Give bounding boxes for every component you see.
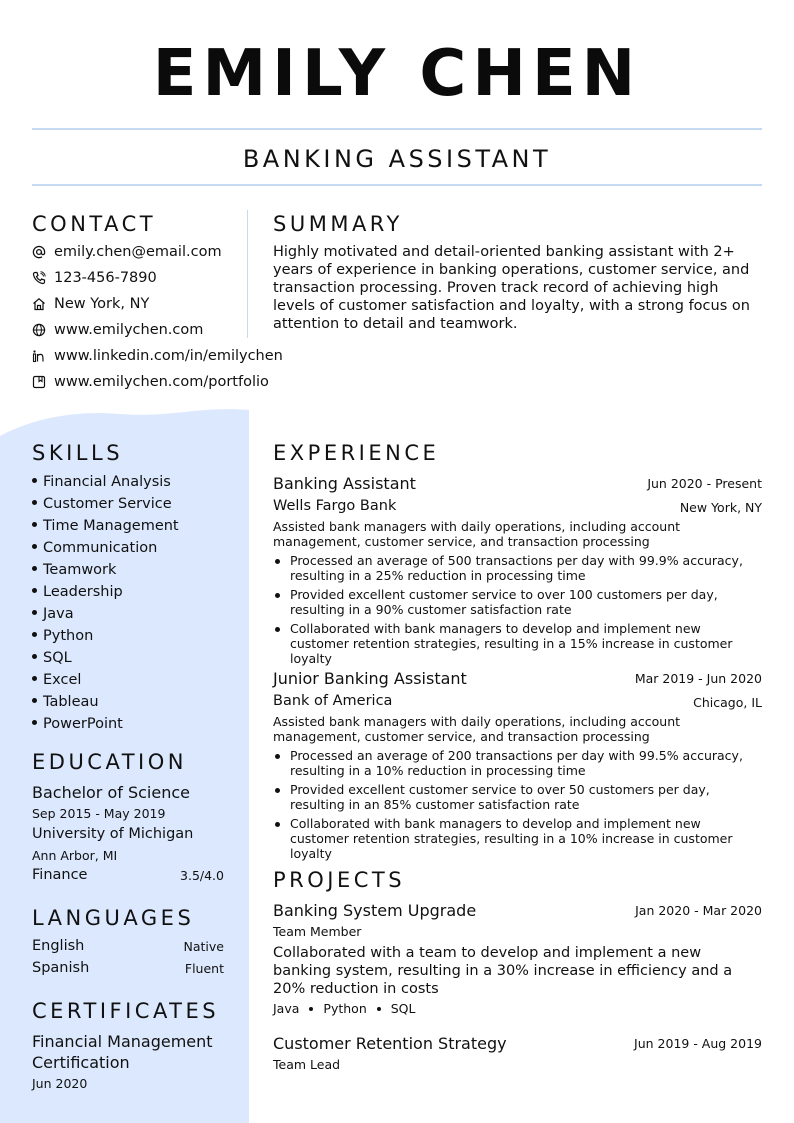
- job-location-1: New York, NY: [679, 500, 762, 515]
- skill-item: Tableau: [32, 693, 99, 711]
- linkedin-icon: [32, 349, 46, 363]
- job-bullet: Provided excellent customer service to over 50 customers per day, resulting in an 85% customer satisfaction rate: [273, 782, 753, 812]
- skills-heading: SKILLS: [32, 441, 124, 465]
- at-icon: [32, 245, 46, 259]
- education-degree: Bachelor of Science: [32, 783, 190, 802]
- summary-text: Highly motivated and detail-oriented banking assistant with 2+ years of experience in banking operations, customer service, and transaction processing. Proven track record of achieving high levels of customer satisfaction and loyalty, with a strong focus on attention to detail and teamwork.: [273, 244, 750, 332]
- header-divider-bottom: [32, 184, 762, 186]
- job-title-2: Junior Banking Assistant: [273, 669, 467, 688]
- skill-item: Excel: [32, 671, 81, 689]
- job-company-1: Wells Fargo Bank: [273, 498, 397, 514]
- language-name: Spanish: [32, 960, 90, 976]
- certificate-name-cont: Certification: [32, 1053, 130, 1072]
- project-title-2: Customer Retention Strategy: [273, 1034, 507, 1053]
- project-role-2: Team Lead: [273, 1057, 341, 1072]
- projects-heading: PROJECTS: [273, 868, 406, 892]
- candidate-name: EMILY CHEN: [152, 37, 642, 111]
- project-dates-1: Jan 2020 - Mar 2020: [635, 903, 762, 918]
- portfolio-icon: [32, 375, 46, 389]
- contact-portfolio[interactable]: [32, 372, 269, 392]
- project-tags: [273, 1001, 416, 1016]
- phone-icon: [32, 271, 46, 285]
- skill-item: Leadership: [32, 583, 123, 601]
- project-description-1: Collaborated with a team to develop and implement a new banking system, resulting in a 30% increase in efficiency and a 20% reduction in costs: [273, 945, 733, 997]
- contact-phone-text: 123-456-7890: [54, 270, 157, 286]
- job-dates-1: Jun 2020 - Present: [647, 476, 762, 491]
- contact-linkedin-text: www.linkedin.com/in/emilychen: [54, 348, 283, 364]
- language-name: English: [32, 938, 85, 954]
- job-title-1: Banking Assistant: [273, 474, 416, 493]
- education-gpa: 3.5/4.0: [180, 868, 224, 883]
- skill-item: Java: [32, 605, 74, 623]
- project-dates-2: Jun 2019 - Aug 2019: [634, 1036, 762, 1051]
- job-description-2: Assisted bank managers with daily operations, including account management, customer service, and transaction processing: [273, 714, 681, 744]
- skill-item: Financial Analysis: [32, 473, 171, 491]
- experience-heading: EXPERIENCE: [273, 441, 440, 465]
- languages-heading: LANGUAGES: [32, 906, 195, 930]
- contact-location-text: New York, NY: [54, 296, 150, 312]
- skill-item: PowerPoint: [32, 715, 123, 733]
- job-bullet: Provided excellent customer service to over 100 customers per day, resulting in a 90% customer satisfaction rate: [273, 587, 753, 617]
- contact-website[interactable]: [32, 320, 203, 340]
- contact-email[interactable]: [32, 242, 222, 262]
- project-tag: Python: [323, 1001, 367, 1016]
- job-bullet: Processed an average of 500 transactions per day with 99.9% accuracy, resulting in a 25% reduction in processing time: [273, 553, 753, 583]
- contact-email-text: emily.chen@email.com: [54, 244, 222, 260]
- project-tag: SQL: [390, 1001, 416, 1016]
- project-role-1: Team Member: [273, 924, 362, 939]
- header-divider-top: [32, 128, 762, 130]
- skill-item: Communication: [32, 539, 157, 557]
- job-company-2: Bank of America: [273, 693, 393, 709]
- job-title: BANKING ASSISTANT: [242, 145, 552, 173]
- skill-item: Teamwork: [32, 561, 116, 579]
- contact-phone[interactable]: [32, 268, 157, 288]
- language-level: Fluent: [184, 961, 224, 976]
- contact-heading: CONTACT: [32, 212, 157, 236]
- contact-linkedin[interactable]: [32, 346, 283, 366]
- education-field: Finance: [32, 867, 88, 883]
- education-location: Ann Arbor, MI: [32, 848, 118, 863]
- education-heading: EDUCATION: [32, 750, 187, 774]
- contact-website-text: www.emilychen.com: [54, 322, 204, 338]
- project-tag: Java: [273, 1001, 300, 1016]
- contact-portfolio-text: www.emilychen.com/portfolio: [54, 374, 269, 390]
- skill-item: Customer Service: [32, 495, 172, 513]
- home-icon: [32, 297, 46, 311]
- summary-heading: SUMMARY: [273, 212, 403, 236]
- education-school: University of Michigan: [32, 826, 194, 842]
- skill-item: SQL: [32, 649, 72, 667]
- certificates-heading: CERTIFICATES: [32, 999, 220, 1023]
- certificate-name: Financial Management: [32, 1032, 213, 1051]
- job-description-1: Assisted bank managers with daily operations, including account management, customer service, and transaction processing: [273, 519, 681, 549]
- job-bullet: Collaborated with bank managers to develop and implement new customer retention strategies, resulting in a 10% increase in customer loyalty: [273, 816, 753, 861]
- column-divider: [247, 210, 248, 338]
- project-title-1: Banking System Upgrade: [273, 901, 477, 920]
- skill-item: Time Management: [32, 517, 179, 535]
- job-bullet: Collaborated with bank managers to develop and implement new customer retention strategies, resulting in a 15% increase in customer loyalty: [273, 621, 753, 666]
- certificate-date: Jun 2020: [32, 1076, 88, 1091]
- skill-item: Python: [32, 627, 93, 645]
- globe-icon: [32, 323, 46, 337]
- job-dates-2: Mar 2019 - Jun 2020: [634, 671, 762, 686]
- education-dates: Sep 2015 - May 2019: [32, 806, 166, 821]
- job-location-2: Chicago, IL: [693, 695, 762, 710]
- contact-location: [32, 294, 149, 314]
- job-bullet: Processed an average of 200 transactions per day with 99.5% accuracy, resulting in a 10% reduction in processing time: [273, 748, 753, 778]
- language-level: Native: [183, 939, 224, 954]
